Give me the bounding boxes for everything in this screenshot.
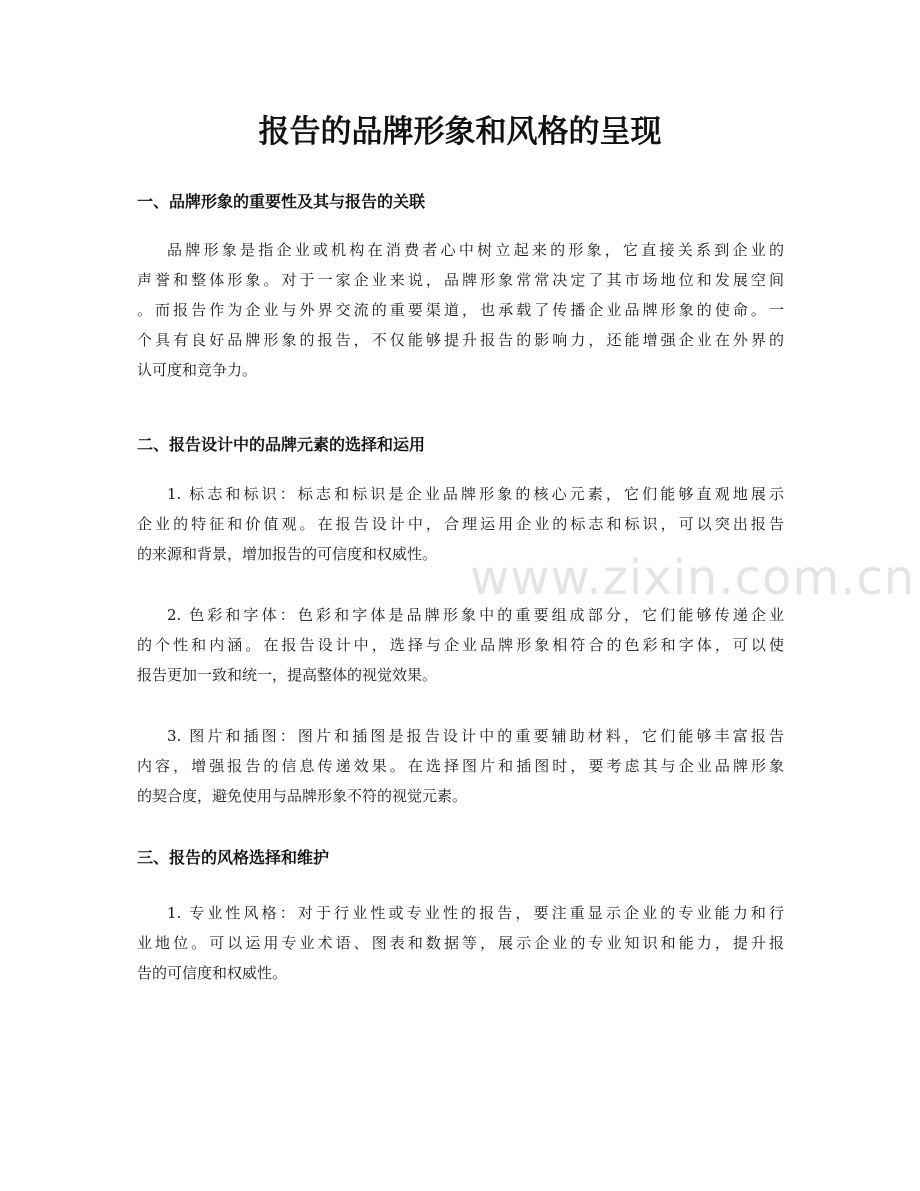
section-heading: 三、报告的风格选择和维护: [137, 848, 330, 867]
paragraph-line: 个具有良好品牌形象的报告，不仅能够提升报告的影响力，还能增强企业在外界的: [137, 331, 784, 349]
section-heading: 一、品牌形象的重要性及其与报告的关联: [137, 192, 426, 211]
paragraph-line: 内容，增强报告的信息传递效果。在选择图片和插图时，要考虑其与企业品牌形象: [137, 757, 784, 775]
paragraph-line: 3. 图片和插图：图片和插图是报告设计中的重要辅助材料，它们能够丰富报告: [167, 727, 784, 745]
paragraph-line: 声誉和整体形象。对于一家企业来说，品牌形象常常决定了其市场地位和发展空间: [137, 271, 784, 289]
paragraph: [137, 898, 784, 988]
paragraph-line: 的来源和背景，增加报告的可信度和权威性。: [137, 545, 438, 563]
document-title: 报告的品牌形象和风格的呈现: [258, 114, 662, 150]
paragraph-line: 认可度和竞争力。: [137, 361, 258, 379]
paragraph-line: 的个性和内涵。在报告设计中，选择与企业品牌形象相符合的色彩和字体，可以使: [137, 636, 784, 654]
paragraph-line: 报告更加一致和统一，提高整体的视觉效果。: [137, 666, 438, 684]
paragraph-line: 品牌形象是指企业或机构在消费者心中树立起来的形象，它直接关系到企业的: [167, 241, 784, 259]
section-heading: 二、报告设计中的品牌元素的选择和运用: [137, 435, 426, 454]
paragraph: [137, 721, 784, 811]
paragraph-line: 告的可信度和权威性。: [137, 964, 288, 982]
paragraph-line: 1. 标志和标识：标志和标识是企业品牌形象的核心元素，它们能够直观地展示: [167, 485, 784, 503]
paragraph: [137, 479, 784, 569]
paragraph: [137, 235, 784, 385]
watermark: www.zixin.com.cn: [470, 550, 916, 606]
paragraph-line: 的契合度，避免使用与品牌形象不符的视觉元素。: [137, 787, 468, 805]
paragraph-line: 业地位。可以运用专业术语、图表和数据等，展示企业的专业知识和能力，提升报: [137, 934, 784, 952]
paragraph-line: 1. 专业性风格：对于行业性或专业性的报告，要注重显示企业的专业能力和行: [167, 904, 784, 922]
paragraph-line: 2. 色彩和字体：色彩和字体是品牌形象中的重要组成部分，它们能够传递企业: [167, 606, 784, 624]
paragraph-line: 企业的特征和价值观。在报告设计中，合理运用企业的标志和标识，可以突出报告: [137, 515, 784, 533]
paragraph: [137, 600, 784, 690]
paragraph-line: 。而报告作为企业与外界交流的重要渠道，也承载了传播企业品牌形象的使命。一: [137, 301, 784, 319]
